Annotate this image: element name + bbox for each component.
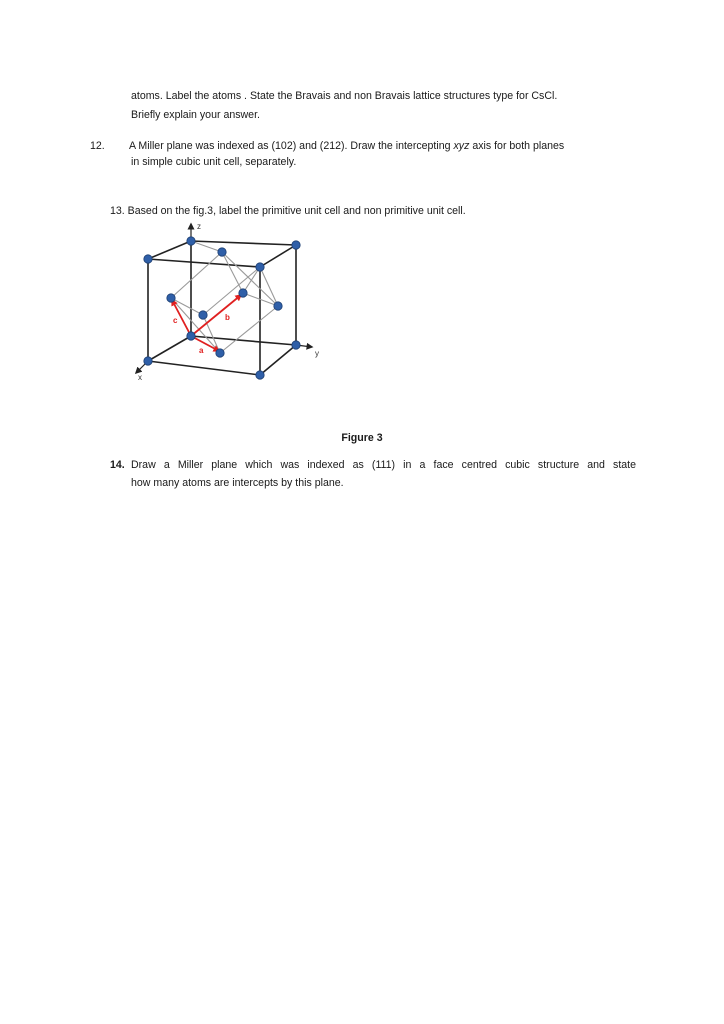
primitive-edge xyxy=(243,267,260,293)
atom xyxy=(144,255,152,263)
x-axis-label: x xyxy=(138,373,142,382)
z-axis-label: z xyxy=(197,222,201,231)
primitive-edge xyxy=(222,252,278,306)
cube-edge xyxy=(148,336,191,361)
cube-edge xyxy=(191,241,296,245)
figure-3-lattice-diagram xyxy=(125,215,340,385)
atom xyxy=(218,248,226,256)
q12-line-2: in simple cubic unit cell, separately. xyxy=(131,156,297,168)
atom xyxy=(292,341,300,349)
primitive-edge xyxy=(222,252,243,293)
vector-c-label: c xyxy=(173,316,178,325)
cube-edge xyxy=(148,361,260,375)
atom xyxy=(256,263,264,271)
q14-number: 14. xyxy=(110,459,125,471)
cube-edge xyxy=(148,241,191,259)
atom xyxy=(216,349,224,357)
q14-line-1: Draw a Miller plane which was indexed as (111) in a face centred cubic structure and state xyxy=(131,459,636,471)
cube-edge xyxy=(148,259,260,267)
atom xyxy=(256,371,264,379)
atom xyxy=(239,289,247,297)
y-axis-label: y xyxy=(315,349,319,358)
primitive-edge xyxy=(203,267,260,315)
primitive-vectors xyxy=(172,295,241,351)
atom xyxy=(187,332,195,340)
q14-line-2: how many atoms are intercepts by this plane. xyxy=(131,477,344,489)
atom xyxy=(144,357,152,365)
atom xyxy=(292,241,300,249)
atom xyxy=(199,311,207,319)
axes xyxy=(136,224,312,373)
cube-edge xyxy=(260,345,296,375)
q12-line-1-post: axis for both planes xyxy=(472,140,565,152)
atom xyxy=(274,302,282,310)
atom xyxy=(167,294,175,302)
q12-line-1-pre: A Miller plane was indexed as (102) and (212). Draw the intercepting xyxy=(129,140,451,152)
q12-line-1-italic: xyz xyxy=(453,140,470,152)
atoms xyxy=(144,237,300,379)
cube-edge xyxy=(260,245,296,267)
vector-b-label: b xyxy=(225,313,230,322)
q12-line-1 xyxy=(129,138,564,154)
atom xyxy=(187,237,195,245)
figure-caption: Figure 3 xyxy=(341,432,383,444)
q12-number: 12. xyxy=(90,140,105,152)
q11-line-1: atoms. Label the atoms . State the Bravais and non Bravais lattice structures type for CsCl. xyxy=(131,90,558,102)
vector-a-label: a xyxy=(199,346,204,355)
primitive-edge xyxy=(171,252,222,298)
q11-line-2: Briefly explain your answer. xyxy=(131,109,260,121)
q13-text: 13. Based on the fig.3, label the primitive unit cell and non primitive unit cell. xyxy=(110,205,466,217)
